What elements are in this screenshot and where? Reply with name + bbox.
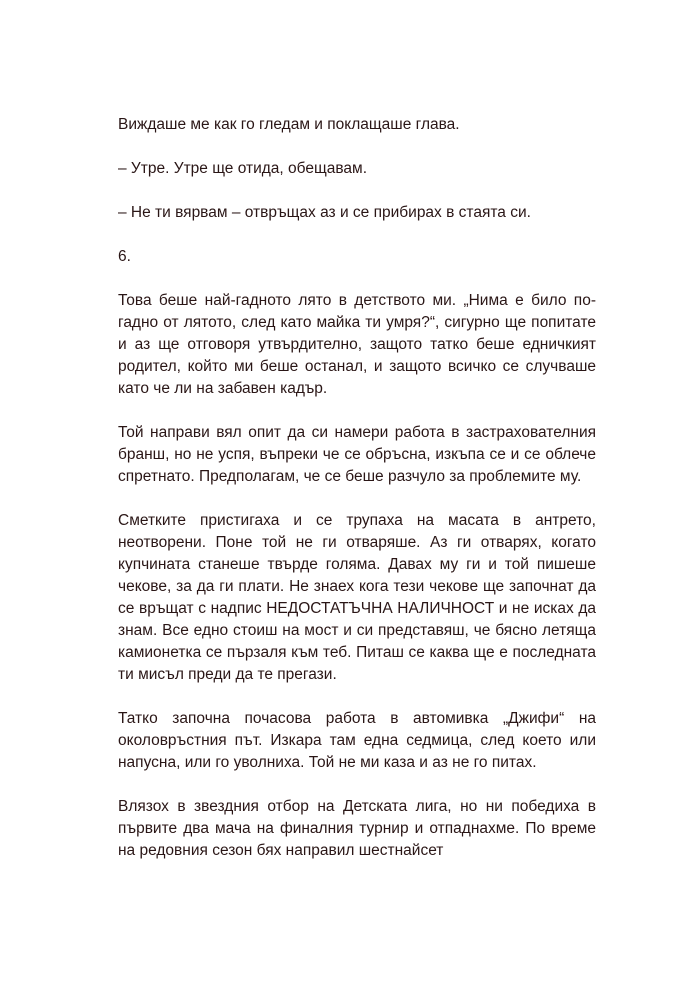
paragraph-worst-summer: Това беше най-гадното лято в детството ми. „Нима е било по-гадно от лятото, след като майка ти умря?“, сигурно ще попитате и аз ще отговоря утвърдително, защото татко беше едничкият родител, който ми беше останал, и защото всичко се случваше като че ли на забавен кадър. bbox=[118, 292, 596, 397]
chapter-number: 6. bbox=[118, 248, 131, 265]
dialogue-line-promise: – Утре. Утре ще отида, обещавам. bbox=[118, 160, 367, 177]
paragraph-job-attempt: Той направи вял опит да си намери работа в застрахователния бранш, но не успя, въпреки че се обръсна, изкъпа се и се облече спретнато. Предполагам, че се беше разчуло за проблемите му. bbox=[118, 424, 596, 485]
paragraph-little-league: Влязох в звездния отбор на Детската лига, но ни победиха в първите два мача на финалния турнир и отпаднахме. По време на редовния сезон бях направил шестнайсет bbox=[118, 798, 596, 859]
paragraph-bills: Сметките пристигаха и се трупаха на масата в антрето, неотворени. Поне той не ги отваряше. Аз ги отварях, когато купчината станеше твърде голяма. Давах му ги и той пишеше чекове, за да ги плати. Не знаех кога тези чекове ще започнат да се връщат с надпис НЕДОСТАТЪЧНА НАЛИЧНОСТ и не исках да знам. Все едно стоиш на мост и си представяш, че бясно летяща камионетка се пързаля към теб. Питаш се каква ще е последната ти мисъл преди да те прегази. bbox=[118, 512, 596, 683]
paragraph-car-wash: Татко започна почасова работа в автомивка „Джифи“ на околовръстния път. Изкара там една седмица, след което или напусна, или го уволниха. Той не ми каза и аз не го питах. bbox=[118, 710, 596, 771]
dialogue-line-disbelief: – Не ти вярвам – отвръщах аз и се прибирах в стаята си. bbox=[118, 204, 531, 221]
page-text bbox=[118, 114, 596, 884]
text-line-grandma-nodding: Виждаше ме как го гледам и поклащаше глава. bbox=[118, 116, 460, 133]
